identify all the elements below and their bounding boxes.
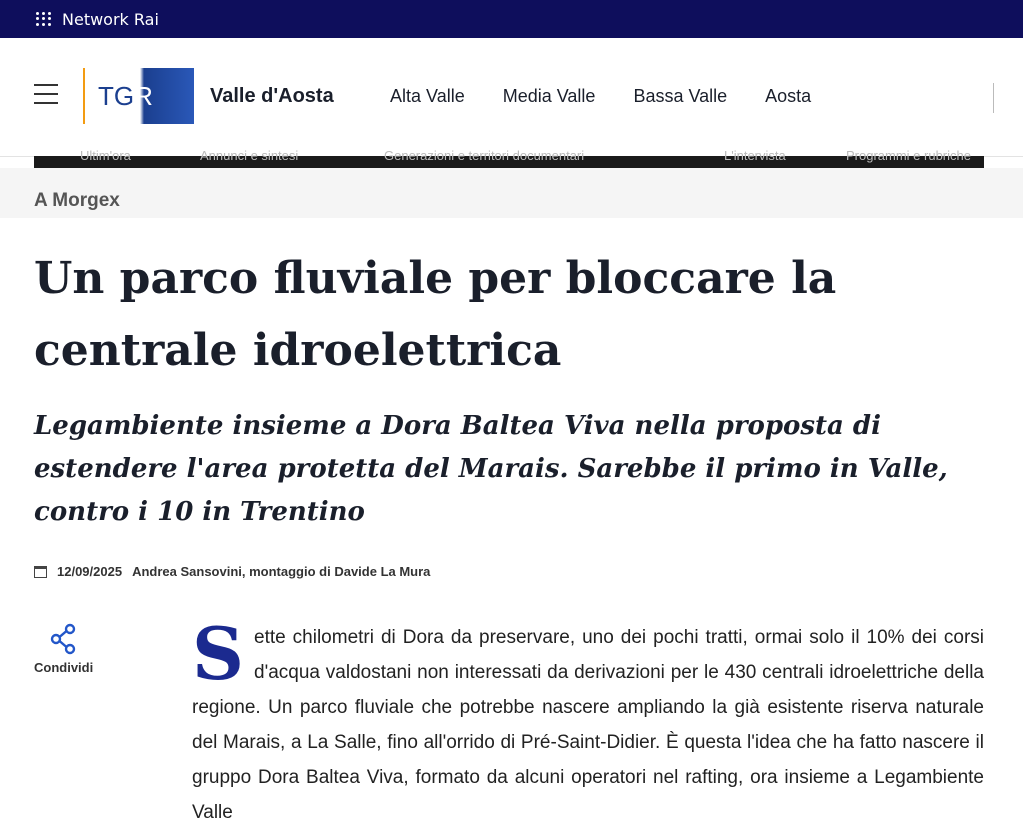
network-rai-link[interactable]: Network Rai (62, 9, 159, 29)
hamburger-menu-icon[interactable] (34, 84, 58, 104)
logo-divider (83, 68, 85, 124)
logo-text-left: TG (98, 80, 135, 111)
region-title[interactable]: Valle d'Aosta (210, 85, 334, 107)
drop-cap: S (192, 611, 244, 696)
main-nav (390, 86, 849, 107)
nav-bassa-valle[interactable]: Bassa Valle (633, 86, 728, 106)
header-divider (993, 83, 994, 113)
article-subtitle: Legambiente insieme a Dora Baltea Viva nella proposta di estendere l'area protetta del Marais. Sarebbe il primo in Valle, contro i 10 in Trentino (34, 411, 948, 527)
nav-alta-valle[interactable]: Alta Valle (390, 86, 465, 106)
share-icon (50, 624, 78, 654)
tgr-logo[interactable] (94, 68, 194, 124)
strip-item[interactable]: Programmi e rubriche (846, 148, 971, 163)
nav-media-valle[interactable]: Media Valle (502, 86, 596, 106)
article-meta (34, 564, 430, 579)
site-header (0, 38, 1023, 157)
article-author: Andrea Sansovini, montaggio di Davide La Mura (132, 564, 431, 579)
article-title: Un parco fluviale per bloccare la centrale idroelettrica (34, 253, 837, 376)
sub-nav-strip (34, 148, 984, 168)
strip-item[interactable]: Generazioni e territori documentari (384, 148, 585, 163)
apps-grid-icon[interactable] (36, 12, 52, 26)
network-bar (0, 0, 1023, 38)
share-label: Condividi (34, 660, 94, 675)
strip-item[interactable]: Annunci e sintesi (200, 148, 299, 163)
strip-item[interactable]: Ultim'ora (80, 148, 131, 163)
article-date: 12/09/2025 (57, 564, 123, 579)
nav-aosta[interactable]: Aosta (765, 86, 812, 106)
share-button[interactable] (34, 624, 98, 675)
article-kicker: A Morgex (34, 190, 120, 211)
article-body-text: ette chilometri di Dora da preservare, uno dei pochi tratti, ormai solo il 10% dei corsi d'acqua valdostani non interessati da derivazioni per le 430 centrali idroelettriche della regione. Un parco fluviale che potrebbe nascere ampliando la già esistente riserva naturale del Marais, a La Salle, fino all'orrido di Pré-Saint-Didier. È questa l'idea che ha fatto nascere il gruppo Dora Baltea Viva, formato da alcuni operatori nel rafting, ora insieme a Legambiente Valle (192, 627, 984, 823)
calendar-icon (34, 566, 47, 578)
logo-text-right: R (134, 80, 153, 111)
article-body (192, 611, 984, 830)
strip-item[interactable]: L'intervista (724, 148, 786, 163)
kicker-band (0, 168, 1023, 218)
